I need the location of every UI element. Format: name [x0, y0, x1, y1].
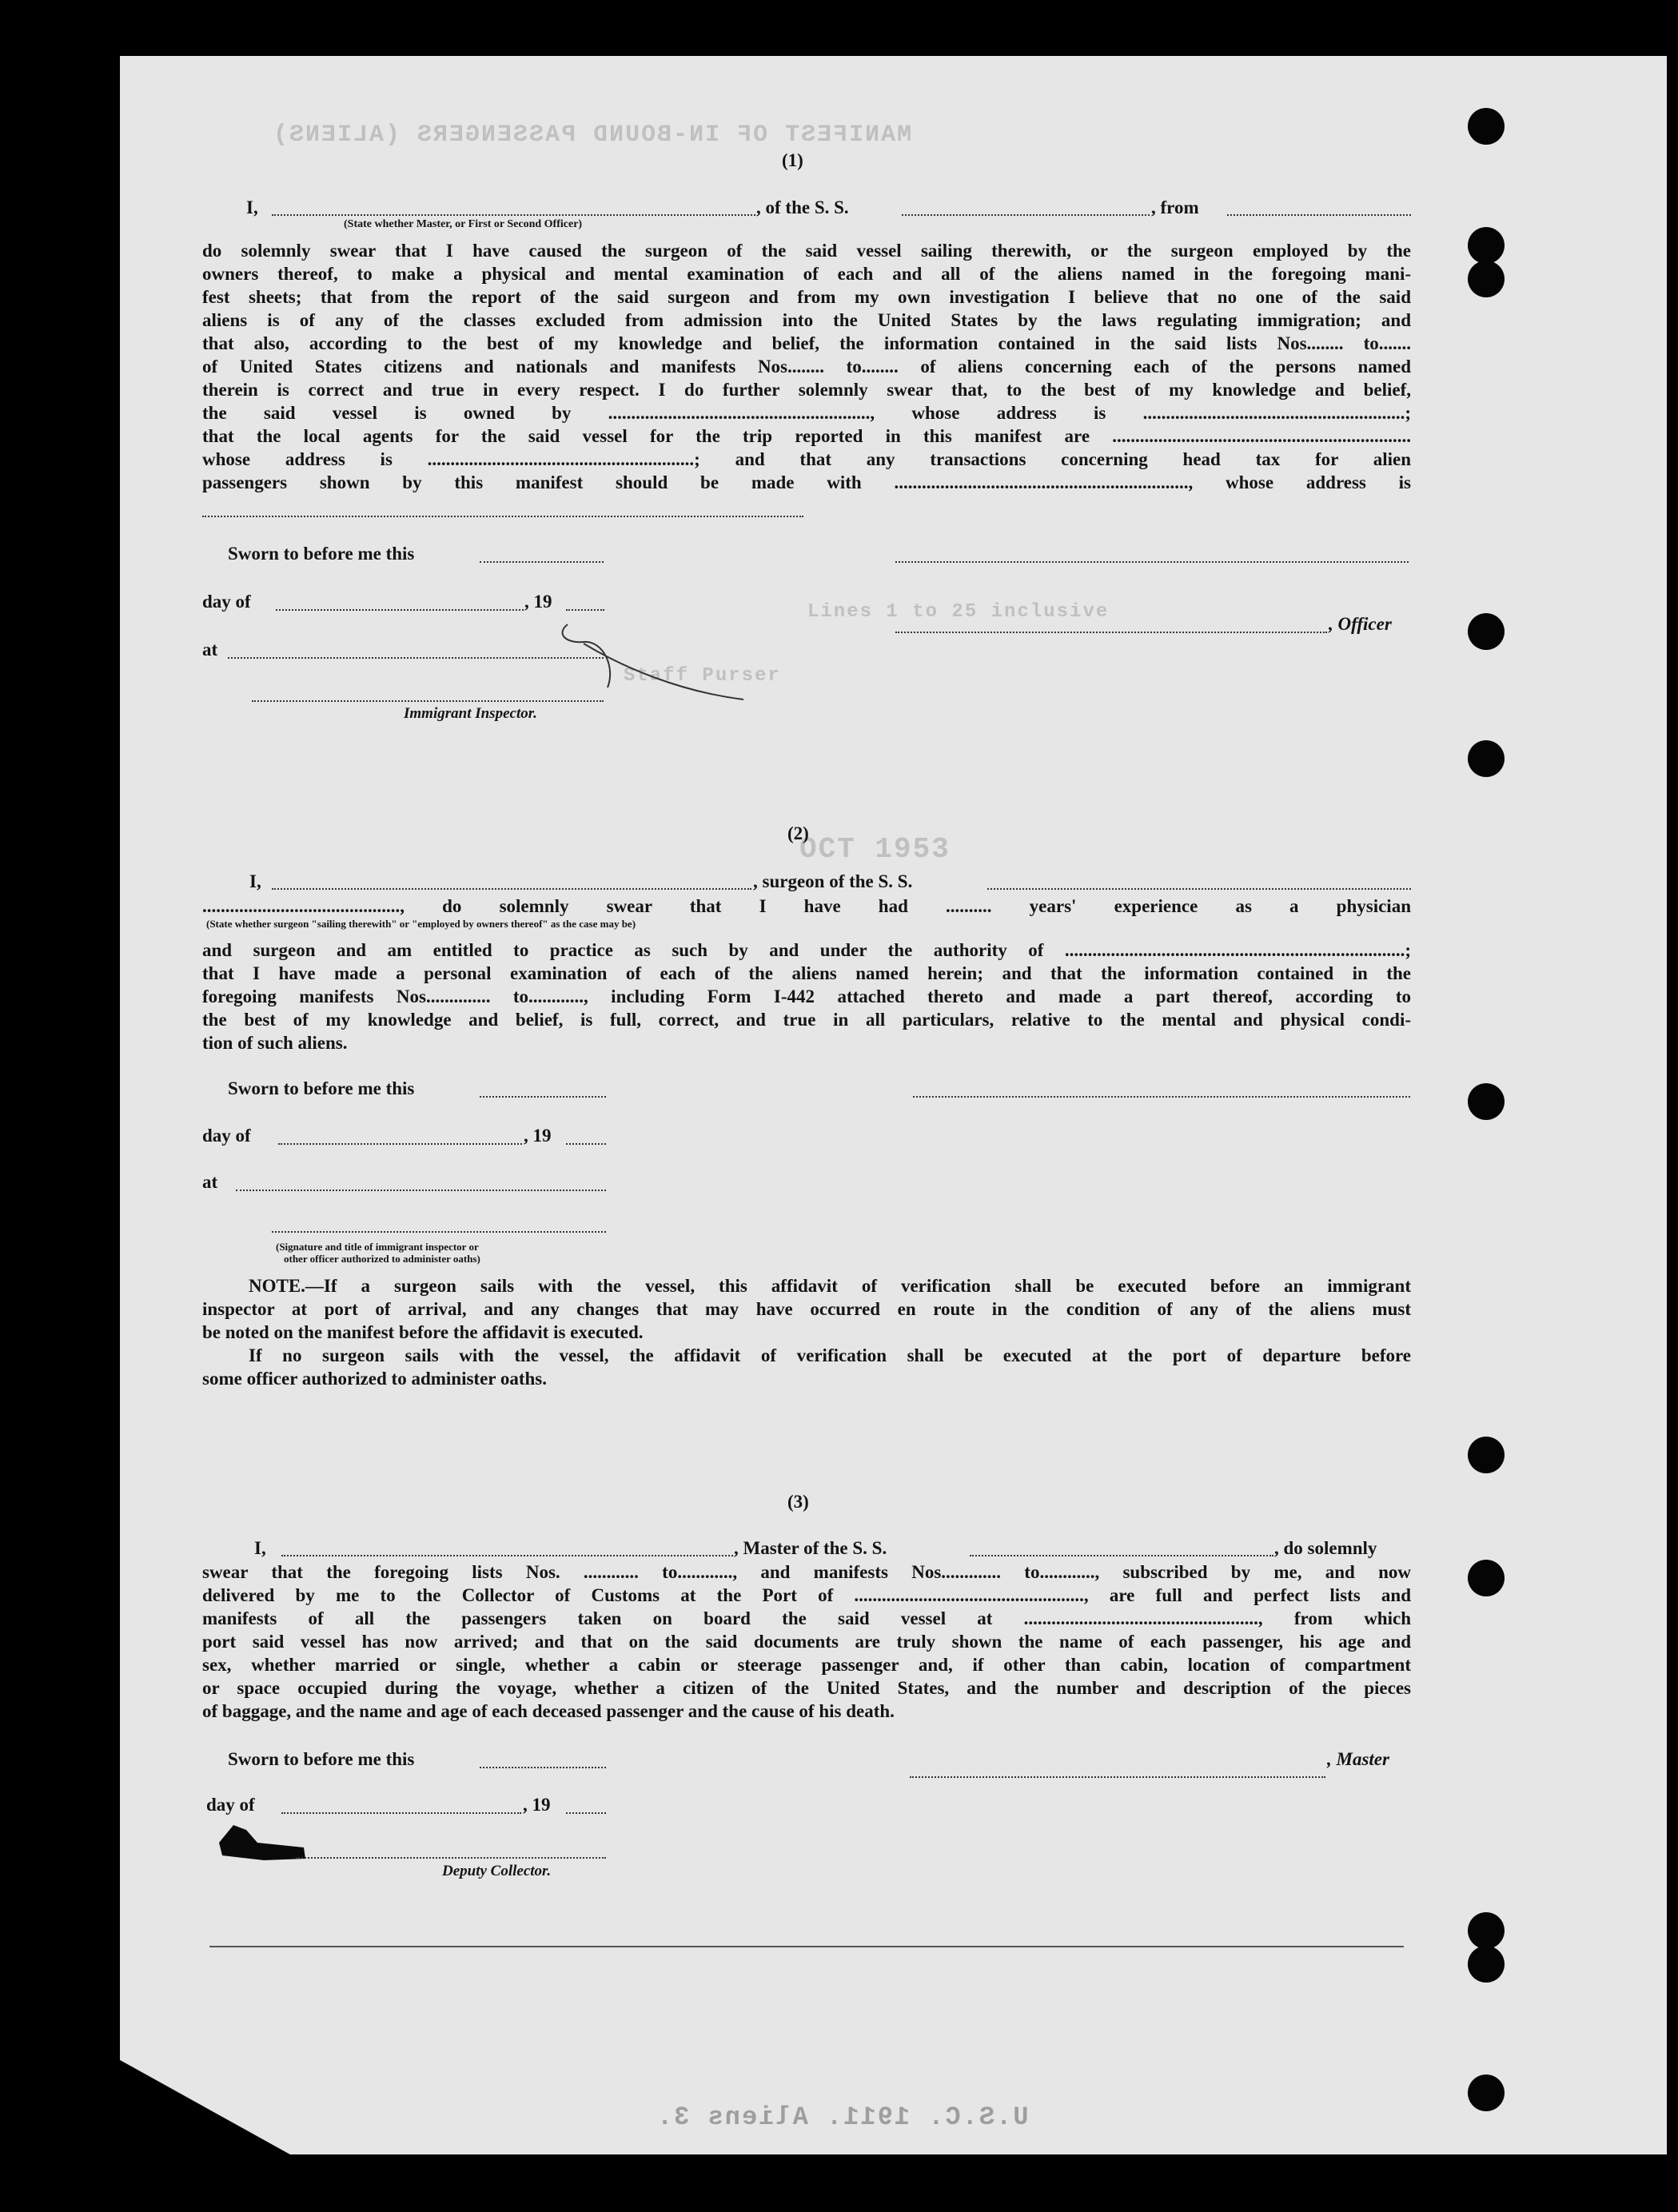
s3-line: manifests of all the passengers taken on board the said vessel at ..................................................., from which [202, 1608, 1411, 1628]
s2-surgeon-name-field[interactable] [272, 888, 751, 890]
bottom-rule [209, 1946, 1404, 1947]
s2-note [202, 1274, 1411, 1390]
s1-of-ss-label: , of the S. S. [756, 197, 849, 217]
s2-experience-line [202, 895, 1411, 918]
s3-sworn-field[interactable] [480, 1767, 606, 1768]
binder-hole [1468, 740, 1505, 777]
s2-year-label: , 19 [524, 1126, 552, 1146]
s3-ship-name-field[interactable] [970, 1555, 1273, 1556]
s1-line: the said vessel is owned by ........................................................., whose address is .........................................................; [202, 403, 1411, 423]
binder-hole [1468, 613, 1505, 650]
s2-line: the best of my knowledge and belief, is full, correct, and true in all particulars, relative to the mental and physical condi- [202, 1010, 1411, 1030]
s2-at-label: at [202, 1172, 218, 1192]
s2-line: foregoing manifests Nos.............. to............, including Form I-442 attached thereto and made a part thereof, according to [202, 986, 1411, 1006]
s2-note-line: some officer authorized to administer oaths. [202, 1369, 547, 1389]
s1-year-field[interactable] [566, 609, 604, 611]
s1-inspector-label: Immigrant Inspector. [404, 705, 537, 722]
s1-day-field[interactable] [276, 609, 524, 611]
s3-do-solemnly-label: , do solemnly [1274, 1538, 1377, 1558]
binder-hole [1468, 1437, 1505, 1473]
s2-note-line: NOTE.—If a surgeon sails with the vessel, this affidavit of verification shall be executed before an immigrant [249, 1276, 1411, 1296]
s1-line: that the local agents for the said vessel for the trip reported in this manifest are ................................................................. [202, 426, 1411, 446]
bleedthrough-footer: U.S.C. 1911. Aliens 3. [656, 2102, 1029, 2132]
s2-day-of-label: day of [202, 1126, 251, 1146]
s2-sworn-label: Sworn to before me this [228, 1078, 415, 1098]
s3-master-signature-field[interactable] [910, 1776, 1325, 1778]
s1-ship-name-field[interactable] [902, 214, 1150, 216]
s2-day-field[interactable] [278, 1143, 522, 1145]
s1-line: passengers shown by this manifest should be made with ................................................................, whose address is [202, 472, 1411, 492]
s3-i-label: I, [254, 1538, 266, 1558]
s1-inspector-signature [528, 620, 767, 707]
s2-note-line: be noted on the manifest before the affidavit is executed. [202, 1322, 644, 1342]
s3-deputy-label: Deputy Collector. [442, 1863, 552, 1879]
binder-hole [1468, 1560, 1505, 1596]
s2-surgeon-signature-field[interactable] [913, 1096, 1410, 1098]
s3-deputy-signature-field[interactable] [296, 1857, 606, 1859]
s1-from-field[interactable] [1227, 214, 1411, 216]
s3-day-field[interactable] [281, 1812, 521, 1814]
s1-address-continuation-field[interactable] [202, 516, 803, 517]
binder-hole [1468, 1912, 1505, 1949]
binder-hole [1468, 2074, 1505, 2111]
s2-year-field[interactable] [566, 1143, 606, 1145]
s1-line: that also, according to the best of my knowledge and belief, the information contained in the said lists Nos........ to....... [202, 333, 1411, 353]
binder-hole [1468, 261, 1505, 297]
s2-surgeon-of-label: , surgeon of the S. S. [753, 871, 913, 891]
s3-year-label: , 19 [523, 1795, 551, 1815]
s2-note-line: If no surgeon sails with the vessel, the affidavit of verification shall be executed at the port of departure before [249, 1345, 1411, 1365]
s2-surgeon-hint: (State whether surgeon "sailing therewith" or "employed by owners thereof" as the case may be) [206, 918, 636, 930]
s2-note-line: inspector at port of arrival, and any changes that may have occurred en route in the condition of any of the aliens must [202, 1299, 1411, 1319]
s1-at-label: at [202, 640, 218, 660]
s3-ink-blot [216, 1819, 312, 1875]
s2-line: and surgeon and am entitled to practice as such by and under the authority of ..........................................................................; [202, 940, 1411, 960]
binder-hole [1468, 108, 1505, 145]
s3-master-name-field[interactable] [281, 1555, 733, 1556]
s1-day-of-label: day of [202, 592, 251, 612]
s2-signature-hint-2: other officer authorized to administer oaths) [284, 1253, 480, 1265]
s3-line: port said vessel has now arrived; and that on the said documents are truly shown the name of each passenger, his age and [202, 1632, 1411, 1652]
bleedthrough-typed-lines: Lines 1 to 25 inclusive [807, 601, 1110, 623]
s3-line: swear that the foregoing lists Nos. ............ to............, and manifests Nos............. to............, subscribed by me, and now [202, 1562, 1411, 1582]
signature-stroke [563, 624, 743, 699]
s1-officer-label: , Officer [1329, 614, 1392, 634]
s3-year-field[interactable] [566, 1812, 606, 1814]
s1-sworn-label: Sworn to before me this [228, 544, 415, 564]
s1-line: do solemnly swear that I have caused the surgeon of the said vessel sailing therewith, or the surgeon employed by the [202, 241, 1411, 261]
s1-sworn-field[interactable] [480, 561, 604, 563]
s1-officer-signature-field[interactable] [895, 632, 1327, 633]
s1-officer-rank-field[interactable] [272, 214, 755, 216]
s2-i-label: I, [249, 871, 261, 891]
s3-master-of-label: , Master of the S. S. [734, 1538, 887, 1558]
s1-line: whose address is ..........................................................; and that any transactions concerning head tax for alien [202, 449, 1411, 469]
s1-line: of United States citizens and nationals and manifests Nos........ to........ of aliens concerning each of the persons named [202, 357, 1411, 377]
binder-hole [1468, 1946, 1505, 1983]
section-3-number: (3) [787, 1492, 809, 1512]
s2-line: that I have made a personal examination of each of the aliens named herein; and that the information contained in the [202, 963, 1411, 983]
s2-affidavit-text [202, 939, 1411, 1054]
s2-line: ..........................................., do solemnly swear that I have had .......... years' experience as a physician [202, 896, 1411, 916]
s3-line: delivered by me to the Collector of Customs at the Port of .................................................., are full and perfect lists and [202, 1585, 1411, 1605]
s3-line: of baggage, and the name and age of each deceased passenger and the cause of his death. [202, 1701, 895, 1721]
s1-from-label: , from [1151, 197, 1199, 217]
s1-officer-hint: (State whether Master, or First or Second Officer) [344, 218, 583, 230]
s3-master-label: , Master [1327, 1749, 1389, 1769]
s1-line: owners thereof, to make a physical and mental examination of each and all of the aliens named in the foregoing mani- [202, 264, 1411, 284]
s1-inspector-signature-field[interactable] [252, 700, 604, 702]
s2-ship-name-field[interactable] [987, 888, 1411, 890]
s2-signature-hint-1: (Signature and title of immigrant inspector or [276, 1241, 479, 1253]
s1-line: therein is correct and true in every respect. I do further solemnly swear that, to the best of my knowledge and belief, [202, 380, 1411, 400]
s2-line: tion of such aliens. [202, 1033, 348, 1053]
s3-affidavit-text [202, 1560, 1411, 1723]
s1-affidavit-text [202, 239, 1411, 494]
binder-hole [1468, 227, 1505, 264]
section-1-number: (1) [782, 150, 803, 170]
bleedthrough-typed-purser: Staff Purser [624, 665, 781, 687]
s3-line: or space occupied during the voyage, whether a citizen of the United States, and the number and description of the pieces [202, 1678, 1411, 1698]
bleedthrough-header: MANIFEST OF IN-BOUND PASSENGERS (ALIENS) [272, 122, 912, 149]
s3-line: sex, whether married or single, whether a cabin or steerage passenger and, if other than cabin, location of compartment [202, 1655, 1411, 1675]
s2-at-field[interactable] [236, 1190, 606, 1191]
bleedthrough-stamp: OCT 1953 [799, 833, 951, 866]
s1-year-label: , 19 [524, 592, 552, 612]
s1-i-label: I, [246, 197, 258, 217]
s1-line: fest sheets; that from the report of the said surgeon and from my own investigation I believe that no one of the said [202, 287, 1411, 307]
s3-day-of-label: day of [206, 1795, 255, 1815]
s1-line: aliens is of any of the classes excluded from admission into the United States by the laws regulating immigration; and [202, 310, 1411, 330]
s2-sworn-field[interactable] [480, 1096, 606, 1098]
s1-officer-signature-top[interactable] [895, 561, 1409, 563]
s2-inspector-signature-field[interactable] [272, 1231, 606, 1233]
section-2-number: (2) [787, 823, 809, 843]
s3-sworn-label: Sworn to before me this [228, 1749, 415, 1769]
binder-hole [1468, 1083, 1505, 1120]
